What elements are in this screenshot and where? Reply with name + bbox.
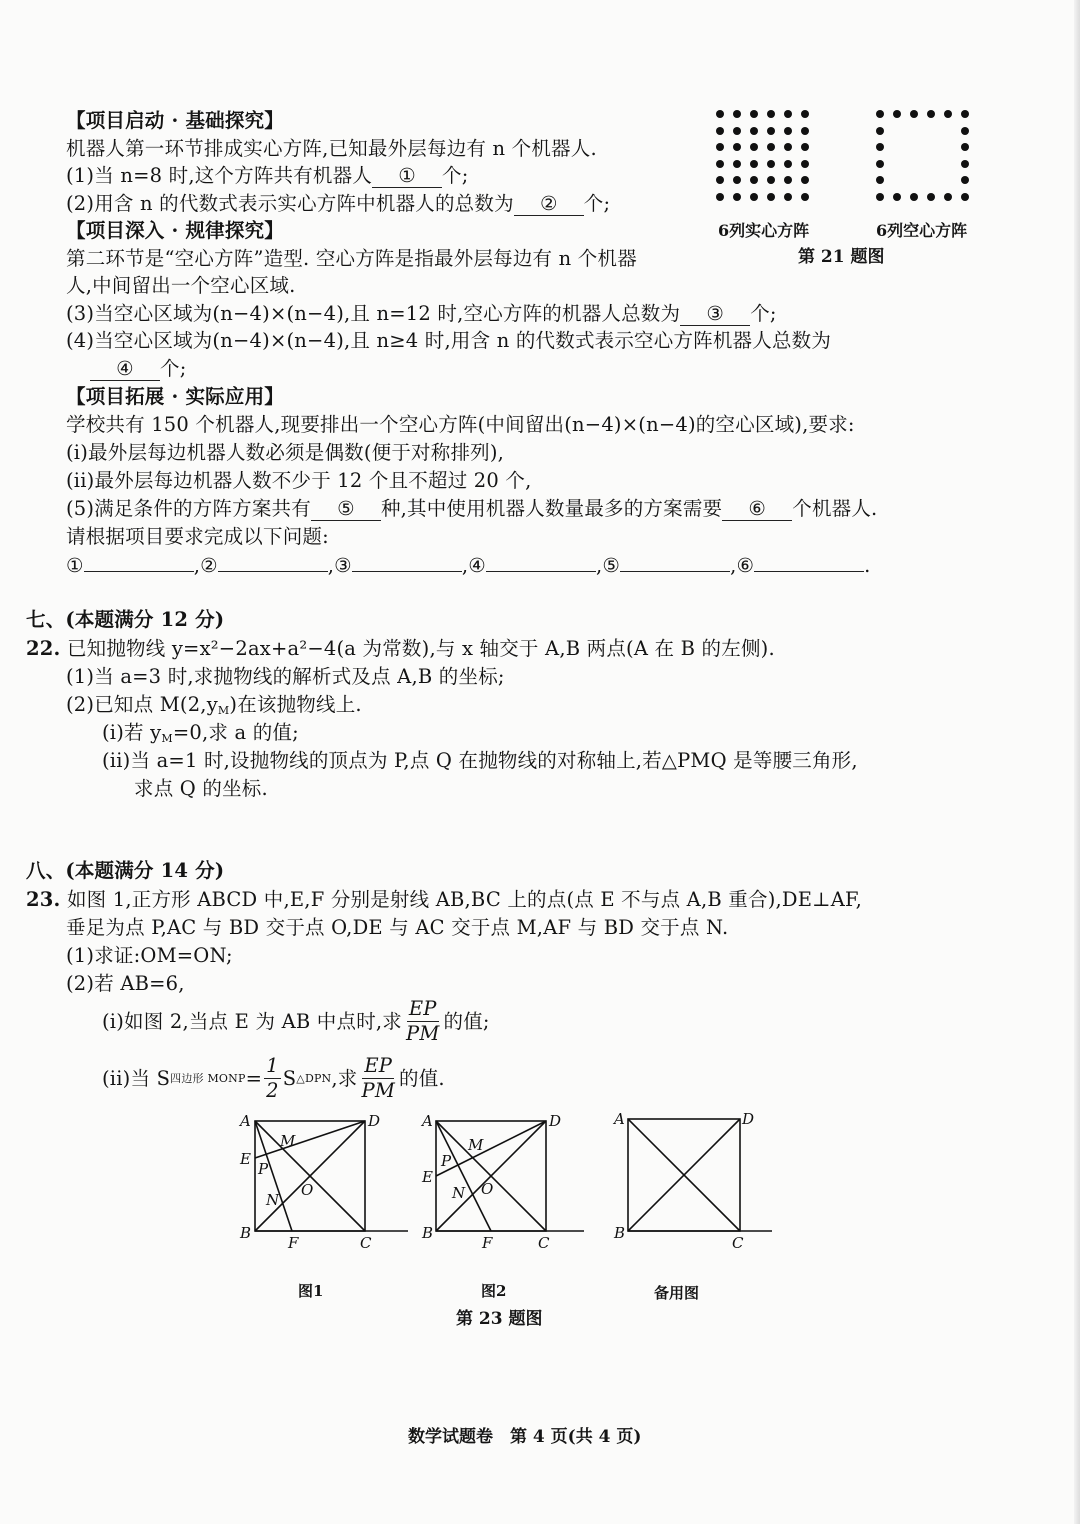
robot-dot — [733, 176, 741, 184]
fig1-label-F: F — [288, 1234, 299, 1252]
fig1-label-B: B — [240, 1224, 252, 1242]
robot-dot — [716, 127, 724, 135]
fig2-label-M: M — [468, 1136, 484, 1154]
robot-dot — [750, 193, 758, 201]
robot-dot — [944, 110, 952, 118]
robot-dot — [801, 110, 809, 118]
robot-dot — [733, 110, 741, 118]
fig1-label-M: M — [280, 1132, 296, 1150]
page-scan-edge — [1074, 0, 1080, 1524]
fig2-label-C: C — [538, 1234, 550, 1252]
section-8-heading: 八、(本题满分 14 分) — [26, 859, 225, 882]
robot-dot — [716, 110, 724, 118]
fig2-label-E: E — [422, 1168, 433, 1186]
robot-dot — [733, 127, 741, 135]
robot-dot — [944, 143, 952, 151]
robot-dot — [961, 160, 969, 168]
figure-1-label: 图1 — [298, 1282, 324, 1300]
answer-5-blank[interactable] — [620, 571, 730, 572]
question-number: 23. — [26, 888, 61, 911]
spare-label-B: B — [614, 1224, 626, 1242]
page-footer: 数学试题卷 第 4 页(共 4 页) — [408, 1427, 642, 1447]
q21-cond-i: (i)最外层每边机器人数必须是偶数(便于对称排列), — [66, 441, 505, 464]
figure-1-diagram — [230, 1108, 420, 1258]
robot-dot — [927, 110, 935, 118]
hollow-array-label: 6列空心方阵 — [876, 221, 968, 240]
robot-dot — [910, 127, 918, 135]
robot-dot — [876, 110, 884, 118]
q21-instruction: 请根据项目要求完成以下问题: — [66, 525, 329, 548]
q21-line-1: 机器人第一环节排成实心方阵,已知最外层每边有 n 个机器人. — [66, 137, 597, 160]
q22-part-1: (1)当 a=3 时,求抛物线的解析式及点 A,B 的坐标; — [66, 665, 505, 688]
robot-dot — [893, 176, 901, 184]
robot-dot — [784, 193, 792, 201]
q21-line-9: 学校共有 150 个机器人,现要排出一个空心方阵(中间留出(n−4)×(n−4)的空心区域),要求: — [66, 413, 855, 436]
robot-dot — [801, 160, 809, 168]
fig2-label-D: D — [549, 1112, 562, 1130]
robot-dot — [733, 193, 741, 201]
robot-dot — [961, 143, 969, 151]
q23-stem: 23. 如图 1,正方形 ABCD 中,E,F 分别是射线 AB,BC 上的点(点 E 不与点 A,B 重合),DE⊥AF, — [26, 888, 863, 911]
robot-dot — [876, 176, 884, 184]
fig1-label-C: C — [360, 1234, 372, 1252]
robot-dot — [944, 127, 952, 135]
robot-dot — [767, 176, 775, 184]
q21-figure-caption: 第 21 题图 — [798, 247, 885, 267]
answer-4-label: ,④ — [461, 554, 486, 577]
robot-dot — [961, 127, 969, 135]
spare-figure-label: 备用图 — [654, 1284, 700, 1302]
robot-dot — [876, 127, 884, 135]
q21-line-4: 第二环节是“空心方阵”造型. 空心方阵是指最外层每边有 n 个机器 — [66, 247, 637, 270]
robot-dot — [910, 143, 918, 151]
q23-part-2-ii: (ii)当 S 四边形 MONP = $\frac{1}{2}$ S △DPN ,求 $\frac{EP}{PM}$ 的值. — [102, 1054, 445, 1102]
robot-dot — [927, 176, 935, 184]
fig1-label-D: D — [368, 1112, 381, 1130]
answer-1-label: ① — [66, 554, 84, 577]
robot-dot — [750, 176, 758, 184]
q22-part-2-ii: (ii)当 a=1 时,设抛物线的顶点为 P,点 Q 在抛物线的对称轴上,若△PMQ 是等腰三角形, — [102, 749, 858, 772]
fig1-label-E: E — [240, 1150, 251, 1168]
spare-label-A: A — [614, 1110, 625, 1128]
robot-dot — [801, 127, 809, 135]
robot-dot — [893, 193, 901, 201]
q22-stem: 22. 已知抛物线 y=x²−2ax+a²−4(a 为常数),与 x 轴交于 A,B 两点(A 在 B 的左侧). — [26, 637, 775, 660]
section-7-heading: 七、(本题满分 12 分) — [26, 608, 225, 631]
q22-part-2-i: (i)若 $y_M=0$,求 a 的值; — [102, 721, 299, 745]
robot-dot — [910, 110, 918, 118]
q21-item-4-blank: ④ 个; — [90, 356, 186, 382]
robot-dot — [716, 160, 724, 168]
robot-dot — [927, 127, 935, 135]
robot-dot — [733, 160, 741, 168]
robot-dot — [716, 176, 724, 184]
q21-item-4: (4)当空心区域为(n−4)×(n−4),且 n≥4 时,用含 n 的代数式表示空心方阵机器人总数为 — [66, 329, 832, 352]
robot-dot — [767, 143, 775, 151]
q22-part-2-ii-cont: 求点 Q 的坐标. — [134, 777, 268, 800]
robot-dot — [893, 127, 901, 135]
answer-5-label: ,⑤ — [595, 554, 621, 577]
q23-stem-cont: 垂足为点 P,AC 与 BD 交于点 O,DE 与 AC 交于点 M,AF 与 BD 交于点 N. — [66, 916, 729, 939]
robot-dot — [893, 110, 901, 118]
answer-6-label: ,⑥ — [730, 554, 755, 577]
fig2-label-N: N — [452, 1184, 466, 1202]
section-heading-apply: 【项目拓展 · 实际应用】 — [66, 385, 284, 408]
robot-dot — [784, 127, 792, 135]
q22-part-2: (2)已知点 $M(2,y_M)$在该抛物线上. — [66, 693, 362, 717]
answer-4-blank[interactable] — [486, 571, 596, 572]
answer-blanks: ① ,② ,③ ,④ ,⑤ ,⑥ . — [66, 554, 871, 577]
fig2-label-P: P — [441, 1152, 452, 1170]
fig2-label-A: A — [422, 1112, 433, 1130]
fraction-ep-pm: $\frac{EP}{PM}$ — [406, 997, 440, 1045]
solid-square-dot-array — [712, 106, 814, 205]
answer-1-blank[interactable] — [84, 571, 194, 572]
fig1-label-P: P — [258, 1160, 269, 1178]
robot-dot — [716, 143, 724, 151]
q21-item-2: (2)用含 n 的代数式表示实心方阵中机器人的总数为 ② 个; — [66, 192, 611, 215]
robot-dot — [750, 143, 758, 151]
robot-dot — [876, 193, 884, 201]
q21-item-1: (1)当 n=8 时,这个方阵共有机器人 ① 个; — [66, 164, 469, 187]
solid-array-label: 6列实心方阵 — [718, 221, 810, 240]
spare-label-C: C — [732, 1234, 744, 1252]
fig2-label-B: B — [422, 1224, 434, 1242]
q21-item-3: (3)当空心区域为(n−4)×(n−4),且 n=12 时,空心方阵的机器人总数为 ③ 个; — [66, 302, 777, 325]
robot-dot — [961, 193, 969, 201]
q21-line-5: 人,中间留出一个空心区域. — [66, 274, 296, 297]
answer-2-label: ,② — [193, 554, 218, 577]
robot-dot — [767, 193, 775, 201]
robot-dot — [893, 160, 901, 168]
fig1-label-O: O — [301, 1181, 314, 1199]
robot-dot — [927, 143, 935, 151]
robot-dot — [767, 160, 775, 168]
robot-dot — [876, 143, 884, 151]
q23-part-2: (2)若 AB=6, — [66, 972, 185, 995]
figure-2-label: 图2 — [481, 1282, 507, 1300]
hollow-square-dot-array — [872, 106, 974, 205]
robot-dot — [784, 110, 792, 118]
question-number: 22. — [26, 637, 61, 660]
fraction-ep-pm-2: $\frac{EP}{PM}$ — [361, 1054, 395, 1102]
q21-item-5: (5)满足条件的方阵方案共有 ⑤ 种,其中使用机器人数量最多的方案需要 ⑥ 个机器人. — [66, 497, 878, 520]
robot-dot — [784, 176, 792, 184]
robot-dot — [784, 160, 792, 168]
robot-dot — [767, 110, 775, 118]
answer-2-blank[interactable] — [218, 571, 328, 572]
q21-cond-ii: (ii)最外层每边机器人数不少于 12 个且不超过 20 个, — [66, 469, 532, 492]
q23-figure-caption: 第 23 题图 — [456, 1309, 543, 1329]
robot-dot — [910, 160, 918, 168]
robot-dot — [910, 176, 918, 184]
robot-dot — [944, 193, 952, 201]
robot-dot — [927, 160, 935, 168]
spare-figure-diagram — [604, 1106, 784, 1256]
robot-dot — [910, 193, 918, 201]
section-heading-deep: 【项目深入 · 规律探究】 — [66, 219, 284, 242]
fig2-label-F: F — [482, 1234, 493, 1252]
answer-6-blank[interactable] — [754, 571, 864, 572]
robot-dot — [716, 193, 724, 201]
fig2-label-O: O — [481, 1180, 494, 1198]
robot-dot — [801, 176, 809, 184]
robot-dot — [961, 110, 969, 118]
answer-3-label: ,③ — [327, 554, 352, 577]
q23-part-2-i: (i)如图 2,当点 E 为 AB 中点时,求 $\frac{EP}{PM}$ 的值; — [102, 997, 490, 1045]
robot-dot — [927, 193, 935, 201]
spare-label-D: D — [742, 1110, 755, 1128]
robot-dot — [876, 160, 884, 168]
figure-2-diagram — [414, 1108, 604, 1258]
robot-dot — [801, 193, 809, 201]
robot-dot — [750, 160, 758, 168]
fraction-one-half: $\frac{1}{2}$ — [266, 1054, 279, 1102]
fig1-label-A: A — [240, 1112, 251, 1130]
robot-dot — [733, 143, 741, 151]
robot-dot — [944, 160, 952, 168]
robot-dot — [961, 176, 969, 184]
section-heading-basic: 【项目启动 · 基础探究】 — [66, 109, 284, 132]
robot-dot — [750, 127, 758, 135]
robot-dot — [944, 176, 952, 184]
robot-dot — [893, 143, 901, 151]
answer-3-blank[interactable] — [352, 571, 462, 572]
q23-part-1: (1)求证:OM=ON; — [66, 944, 233, 967]
robot-dot — [784, 143, 792, 151]
robot-dot — [801, 143, 809, 151]
robot-dot — [767, 127, 775, 135]
robot-dot — [750, 110, 758, 118]
fig1-label-N: N — [266, 1191, 280, 1209]
